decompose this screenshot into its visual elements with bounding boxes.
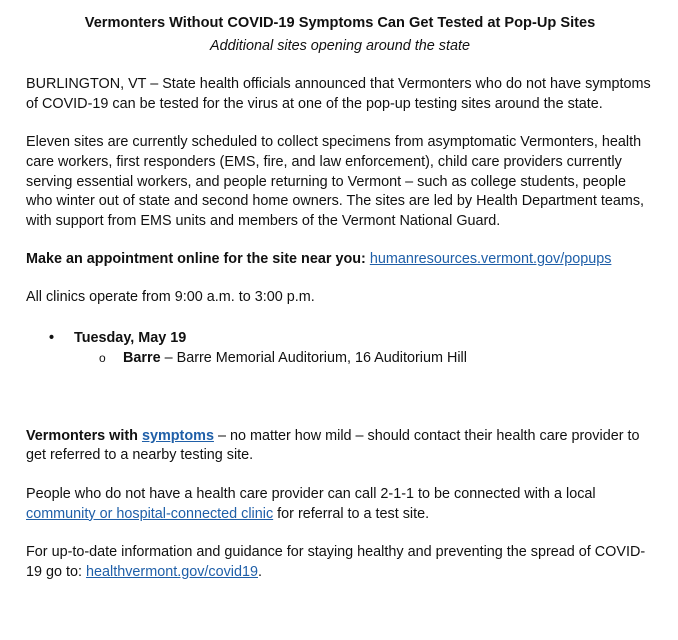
no-provider-rest: for referral to a test site. [273,505,430,522]
schedule-list [26,329,654,369]
info-rest: . [258,563,263,580]
no-provider-lead: People who do not have a health care provider can call 2-1-1 to be connected with a local [26,485,596,502]
appointment-paragraph [26,250,654,270]
symptoms-link[interactable]: symptoms [141,427,214,444]
clinic-link[interactable]: community or hospital-connected clinic [26,505,274,522]
info-lead: For up-to-date information and guidance for staying healthy and preventing the spread of COVID-19 go to: [26,544,646,580]
site-name: Barre [123,350,161,367]
intro-paragraph: BURLINGTON, VT – State health officials announced that Vermonters who do not have symptoms of COVID-19 can be tested for the virus at one of the pop-up testing sites around the state. [26,76,651,112]
symptoms-paragraph [26,427,654,466]
schedule-site-item [26,349,654,369]
appointment-link[interactable]: humanresources.vermont.gov/popups [369,251,612,268]
hours-paragraph: All clinics operate from 9:00 a.m. to 3:00 p.m. [26,288,315,305]
site-detail: – Barre Memorial Auditorium, 16 Auditorium Hill [160,350,467,367]
symptoms-rest: – no matter how mild – should contact their health care provider to get referred to a nearby testing site. [26,427,640,464]
document-subtitle: Additional sites opening around the state [209,37,470,54]
document-title: Vermonters Without COVID-19 Symptoms Can Get Tested at Pop-Up Sites [84,15,596,31]
schedule-day-item [26,329,654,349]
circle-bullet-icon: o [99,351,106,366]
info-paragraph [26,543,654,582]
health-vermont-link[interactable]: healthvermont.gov/covid19 [86,563,259,580]
symptoms-lead: Vermonters with [26,427,142,444]
appointment-label: Make an appointment online for the site near you: [26,251,366,268]
sites-paragraph: Eleven sites are currently scheduled to collect specimens from asymptomatic Vermonters, health care workers, first responders (EMS, fire, and law enforcement), child care providers currently serving essential workers, and people returning to Vermont – such as college students, people who winter out of state and second home owners. The sites are led by Health Department teams, with support from EMS units and members of the Vermont National Guard. [26,134,645,229]
no-provider-paragraph [26,485,654,524]
schedule-day: Tuesday, May 19 [74,329,187,346]
bullet-icon: • [49,329,55,346]
